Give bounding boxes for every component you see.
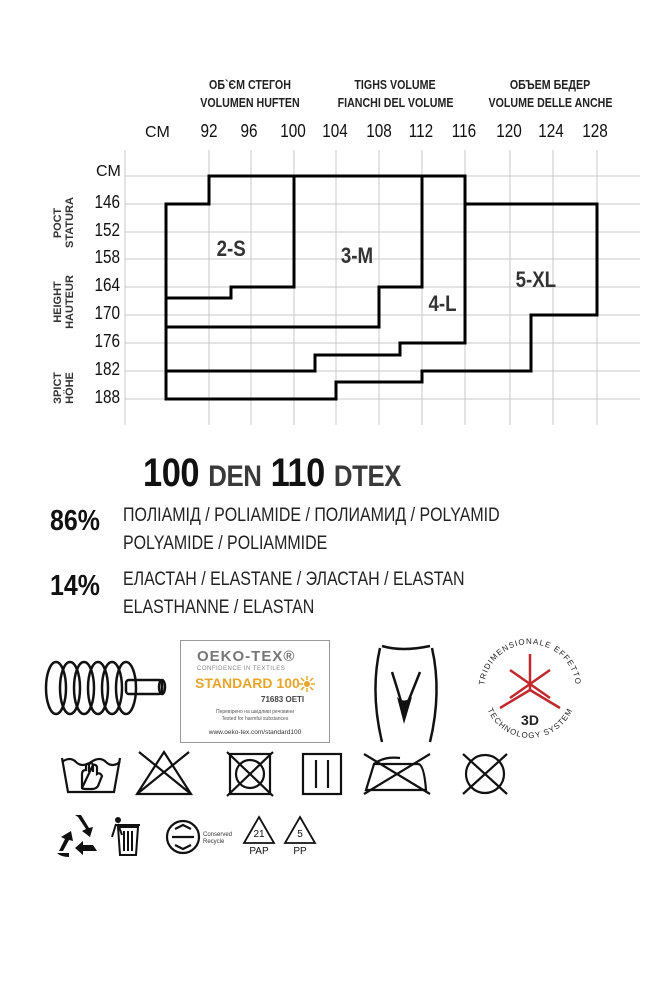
- height-value: 182: [94, 359, 120, 379]
- height-value: 164: [94, 275, 120, 295]
- hand-wash-icon: [60, 752, 122, 796]
- no-tumble-dry-icon: [226, 751, 274, 797]
- pap-label: PAP: [249, 846, 269, 857]
- size-label-3m: 3-M: [340, 243, 374, 268]
- height-value: 176: [94, 331, 120, 351]
- hip-tick: 104: [322, 121, 348, 141]
- badge-3d-label: 3D: [521, 712, 539, 728]
- elastane-percent: 14%: [50, 570, 100, 602]
- header-line: FIANCHI DEL VOLUME: [337, 95, 454, 110]
- polyamide-line2: POLYAMIDE / POLIAMMIDE: [123, 533, 328, 554]
- side-label-line: РОСТ: [52, 207, 64, 239]
- header-line: ОБЪЕМ БЕДЕР: [509, 77, 591, 92]
- hip-tick: 108: [366, 121, 392, 141]
- size-label-5xl: 5-XL: [515, 267, 557, 292]
- no-dry-clean-icon: [460, 749, 510, 799]
- hip-tick: 112: [408, 121, 434, 141]
- height-value: 158: [94, 247, 120, 267]
- size-label-4l: 4-L: [428, 291, 457, 316]
- unit-cm-top: CM: [145, 124, 170, 141]
- yarn-coil-icon: [42, 652, 167, 722]
- polyamide-percent: 86%: [50, 505, 100, 537]
- size-label-2s: 2-S: [216, 236, 246, 261]
- side-label-line: HÖHE: [64, 372, 76, 404]
- oeko-tested-ua: Перевірено на шкідливі речовини: [215, 709, 294, 715]
- line-dry-icon: [301, 752, 343, 796]
- den-value: 100: [143, 451, 200, 495]
- height-value: 146: [94, 192, 120, 212]
- elastane-line2: ELASTHANNE / ELASTAN: [123, 597, 315, 618]
- header-line: VOLUME DELLE ANCHE: [488, 95, 613, 110]
- hip-tick: 124: [538, 121, 564, 141]
- trash-bin-icon: [110, 815, 144, 857]
- elastane-line1: ЕЛАСТАН / ELASTANE / ЭЛАСТАН / ELASTAN: [123, 569, 465, 590]
- hip-tick: 128: [582, 121, 608, 141]
- header-line: VOLUMEN HUFTEN: [200, 95, 300, 110]
- size-chart: [0, 0, 660, 460]
- tights-silhouette-icon: [352, 642, 452, 744]
- unit-cm-side: CM: [96, 163, 121, 180]
- side-label-line: HEIGHT: [52, 281, 64, 323]
- oeko-tex-label: [180, 640, 330, 743]
- pp-label: PP: [293, 846, 307, 857]
- hip-tick: 100: [280, 121, 306, 141]
- oeko-brand: OEKO-TEX®: [197, 648, 296, 665]
- header-line: TIGHS VOLUME: [354, 77, 436, 92]
- hip-tick: 116: [451, 121, 477, 141]
- green-dot-caption: Conserved Recycle: [203, 832, 233, 845]
- header-line: ОБ`ЄМ СТЕГОН: [209, 77, 291, 92]
- side-label-line: HAUTEUR: [64, 275, 76, 329]
- oeko-flower-icon: [298, 675, 316, 693]
- size-region-4l: [166, 176, 465, 371]
- height-value: 152: [94, 220, 120, 240]
- no-ironing-icon: [360, 750, 434, 798]
- dtex-value: 110: [270, 451, 325, 495]
- no-bleach-icon: [133, 748, 195, 798]
- badge-arc-bottom: TECHNOLOGY SYSTEM: [485, 706, 575, 741]
- green-dot-icon: [163, 818, 203, 856]
- recycle-icon: [55, 815, 101, 857]
- den-unit: DEN: [208, 460, 262, 493]
- polyamide-line1: ПОЛІАМІД / POLIAMIDE / ПОЛИАМИД / POLYAMID: [123, 505, 500, 526]
- side-label-line: ЗРІСТ: [52, 372, 64, 404]
- hip-tick: 96: [240, 121, 258, 141]
- oeko-url: www.oeko-tex.com/standard100: [208, 729, 302, 736]
- height-value: 188: [94, 387, 120, 407]
- badge-arc-top: TRIDIMENSIONALE EFFETTO: [477, 636, 583, 686]
- hip-tick: 120: [496, 121, 522, 141]
- oeko-tagline: CONFIDENCE IN TEXTILES: [197, 666, 286, 672]
- pp-number: 5: [297, 829, 303, 840]
- dtex-unit: DTEX: [333, 460, 402, 493]
- oeko-code: 71683 OETI: [261, 695, 305, 704]
- pap-number: 21: [253, 829, 265, 840]
- oeko-standard: STANDARD 100: [195, 675, 300, 691]
- hip-tick: 92: [200, 121, 218, 141]
- height-value: 170: [94, 303, 120, 323]
- density-line: [143, 451, 401, 496]
- 3d-effect-badge-icon: [470, 630, 590, 748]
- oeko-tested-en: Tested for harmful substances: [221, 716, 289, 722]
- side-label-line: STATURA: [64, 197, 76, 248]
